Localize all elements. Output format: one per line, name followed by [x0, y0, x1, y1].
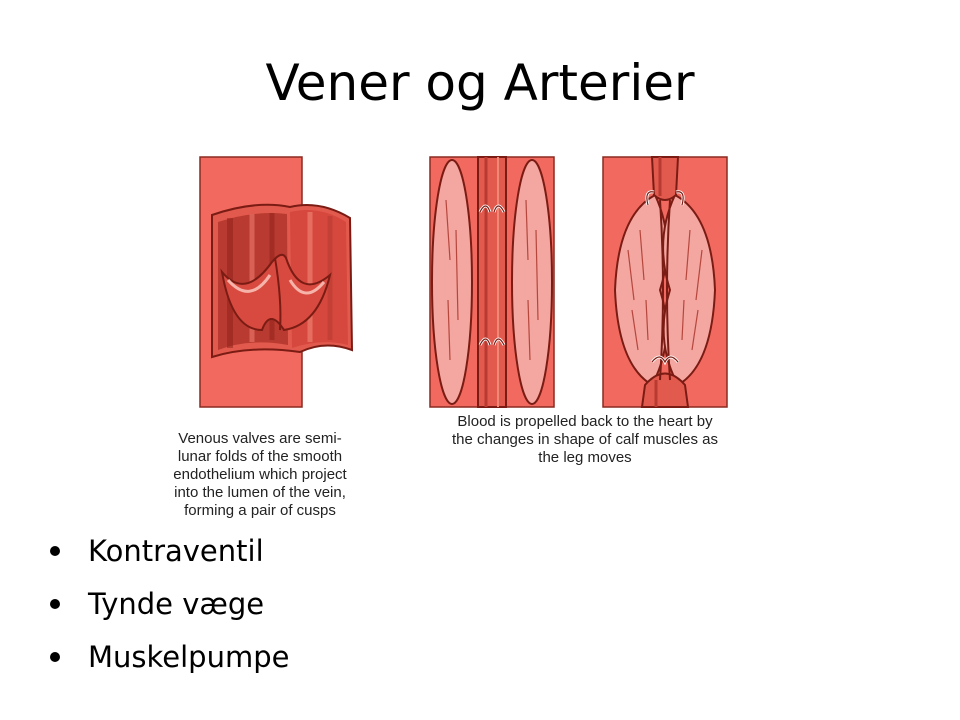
- contracted-muscle-panel: [603, 157, 727, 407]
- bullet-item: [50, 530, 289, 583]
- caption-line: endothelium which project: [173, 466, 347, 483]
- slide-title: Vener og Arterier: [265, 54, 695, 112]
- bullet-text: Kontraventil: [88, 534, 264, 568]
- bullet-icon: [50, 652, 60, 662]
- caption-line: forming a pair of cusps: [184, 502, 336, 519]
- bullet-list: [50, 530, 289, 689]
- bullet-item: [50, 636, 289, 689]
- caption-line: the leg moves: [538, 449, 632, 466]
- bullet-text: Tynde væge: [88, 587, 265, 621]
- caption-venous-valves: [150, 430, 370, 520]
- caption-line: Venous valves are semi-: [178, 430, 342, 447]
- caption-line: lunar folds of the smooth: [177, 448, 343, 465]
- caption-line: Blood is propelled back to the heart by: [457, 413, 713, 430]
- caption-line: the changes in shape of calf muscles as: [452, 431, 718, 448]
- bullet-item: [50, 583, 289, 636]
- bullet-icon: [50, 599, 60, 609]
- caption-muscle-pump: [420, 413, 750, 467]
- bullet-icon: [50, 546, 60, 556]
- relaxed-muscle-panel: [430, 157, 554, 407]
- bullet-text: Muskelpumpe: [88, 640, 290, 674]
- caption-line: into the lumen of the vein,: [174, 484, 346, 501]
- vein-valve-panel: [200, 157, 352, 407]
